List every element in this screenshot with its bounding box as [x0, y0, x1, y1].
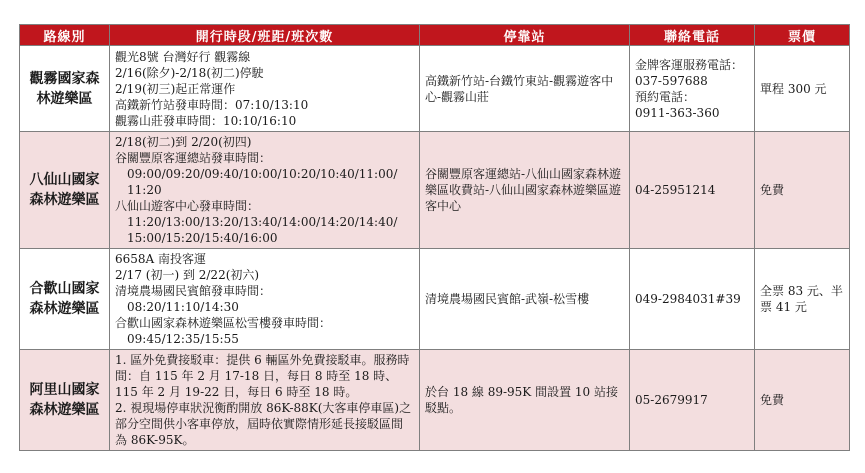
schedule-cell	[110, 350, 420, 451]
schedule-item: 1. 區外免費接駁車：提供 6 輛區外免費接駁車。服務時間：自 115 年 2 月 17-18 日，每日 8 時至 18 時、115 年 2 月 19-22 日，每日 6 時至 18 時。	[115, 353, 410, 399]
schedule-line: 觀霧山莊發車時間：10:10/16:10	[115, 113, 297, 128]
schedule-cell	[110, 249, 420, 350]
contact-cell	[630, 46, 755, 132]
contact-line: 0911-363-360	[635, 105, 720, 120]
stops-cell: 高鐵新竹站-台鐵竹東站-觀霧遊客中心-觀霧山莊	[420, 46, 630, 132]
table-header-row	[20, 25, 850, 46]
fare-cell: 免費	[755, 132, 850, 249]
contact-line: 037-597688	[635, 73, 708, 88]
schedule-line: 11:20	[127, 183, 162, 197]
schedule-line: 09:00/09:20/09:40/10:00/10:20/10:40/11:00/	[127, 167, 398, 181]
schedule-cell	[110, 46, 420, 132]
fare-cell: 單程 300 元	[755, 46, 850, 132]
route-name: 合歡山國家森林遊樂區	[20, 249, 110, 350]
stops-cell: 谷關豐原客運總站-八仙山國家森林遊樂區收費站-八仙山國家森林遊樂區遊客中心	[420, 132, 630, 249]
schedule-line: 09:45/12:35/15:55	[127, 332, 239, 346]
contact-line: 金牌客運服務電話：	[635, 57, 744, 72]
contact-line: 預約電話：	[635, 89, 696, 104]
schedule-line: 觀光8號 台灣好行 觀霧線	[115, 49, 251, 64]
schedule-line: 08:20/11:10/14:30	[127, 300, 239, 314]
schedule-item: 2. 視現場停車狀況衡酌開放 86K-88K(大客車停車區)之部分空間供小客車停放，屆時依實際情形延長接駁區間為 86K-95K。	[115, 401, 412, 447]
schedule-line: 2/18(初二)到 2/20(初四)	[115, 135, 252, 149]
table-row	[20, 350, 850, 451]
schedule-line: 2/19(初三)起正常運作	[115, 81, 236, 96]
schedule-line: 2/16(除夕)-2/18(初二)停駛	[115, 65, 264, 80]
schedule-line: 合歡山國家森林遊樂區松雪樓發車時間：	[115, 316, 332, 330]
schedule-cell	[110, 132, 420, 249]
header-fare: 票價	[755, 25, 850, 46]
contact-cell	[630, 350, 755, 451]
contact-cell	[630, 249, 755, 350]
route-name: 觀霧國家森林遊樂區	[20, 46, 110, 132]
schedule-line: 谷關豐原客運總站發車時間：	[115, 151, 272, 165]
header-stops: 停靠站	[420, 25, 630, 46]
table-row	[20, 249, 850, 350]
contact-line: 049-2984031#39	[635, 292, 741, 306]
fare-cell: 免費	[755, 350, 850, 451]
stops-cell: 於台 18 線 89-95K 間設置 10 站接駁點。	[420, 350, 630, 451]
schedule-line: 八仙山遊客中心發車時間：	[115, 199, 260, 213]
route-name: 阿里山國家森林遊樂區	[20, 350, 110, 451]
stops-cell: 清境農場國民賓館-武嶺-松雪樓	[420, 249, 630, 350]
schedule-line: 2/17 (初一) 到 2/22(初六)	[115, 268, 260, 282]
schedule-line: 6658A 南投客運	[115, 252, 207, 266]
table-row	[20, 46, 850, 132]
header-contact: 聯絡電話	[630, 25, 755, 46]
fare-cell: 全票 83 元、半票 41 元	[755, 249, 850, 350]
contact-line: 05-2679917	[635, 393, 708, 407]
schedule-line: 清境農場國民賓館發車時間：	[115, 284, 272, 298]
contact-cell	[630, 132, 755, 249]
header-schedule: 開行時段/班距/班次數	[110, 25, 420, 46]
schedule-line: 11:20/13:00/13:20/13:40/14:00/14:20/14:40/	[127, 215, 398, 229]
contact-line: 04-25951214	[635, 183, 716, 197]
bus-schedule-table	[19, 24, 850, 451]
table-row	[20, 132, 850, 249]
route-name: 八仙山國家森林遊樂區	[20, 132, 110, 249]
schedule-line: 15:00/15:20/15:40/16:00	[127, 231, 278, 245]
header-route: 路線別	[20, 25, 110, 46]
schedule-line: 高鐵新竹站發車時間：07:10/13:10	[115, 97, 309, 112]
